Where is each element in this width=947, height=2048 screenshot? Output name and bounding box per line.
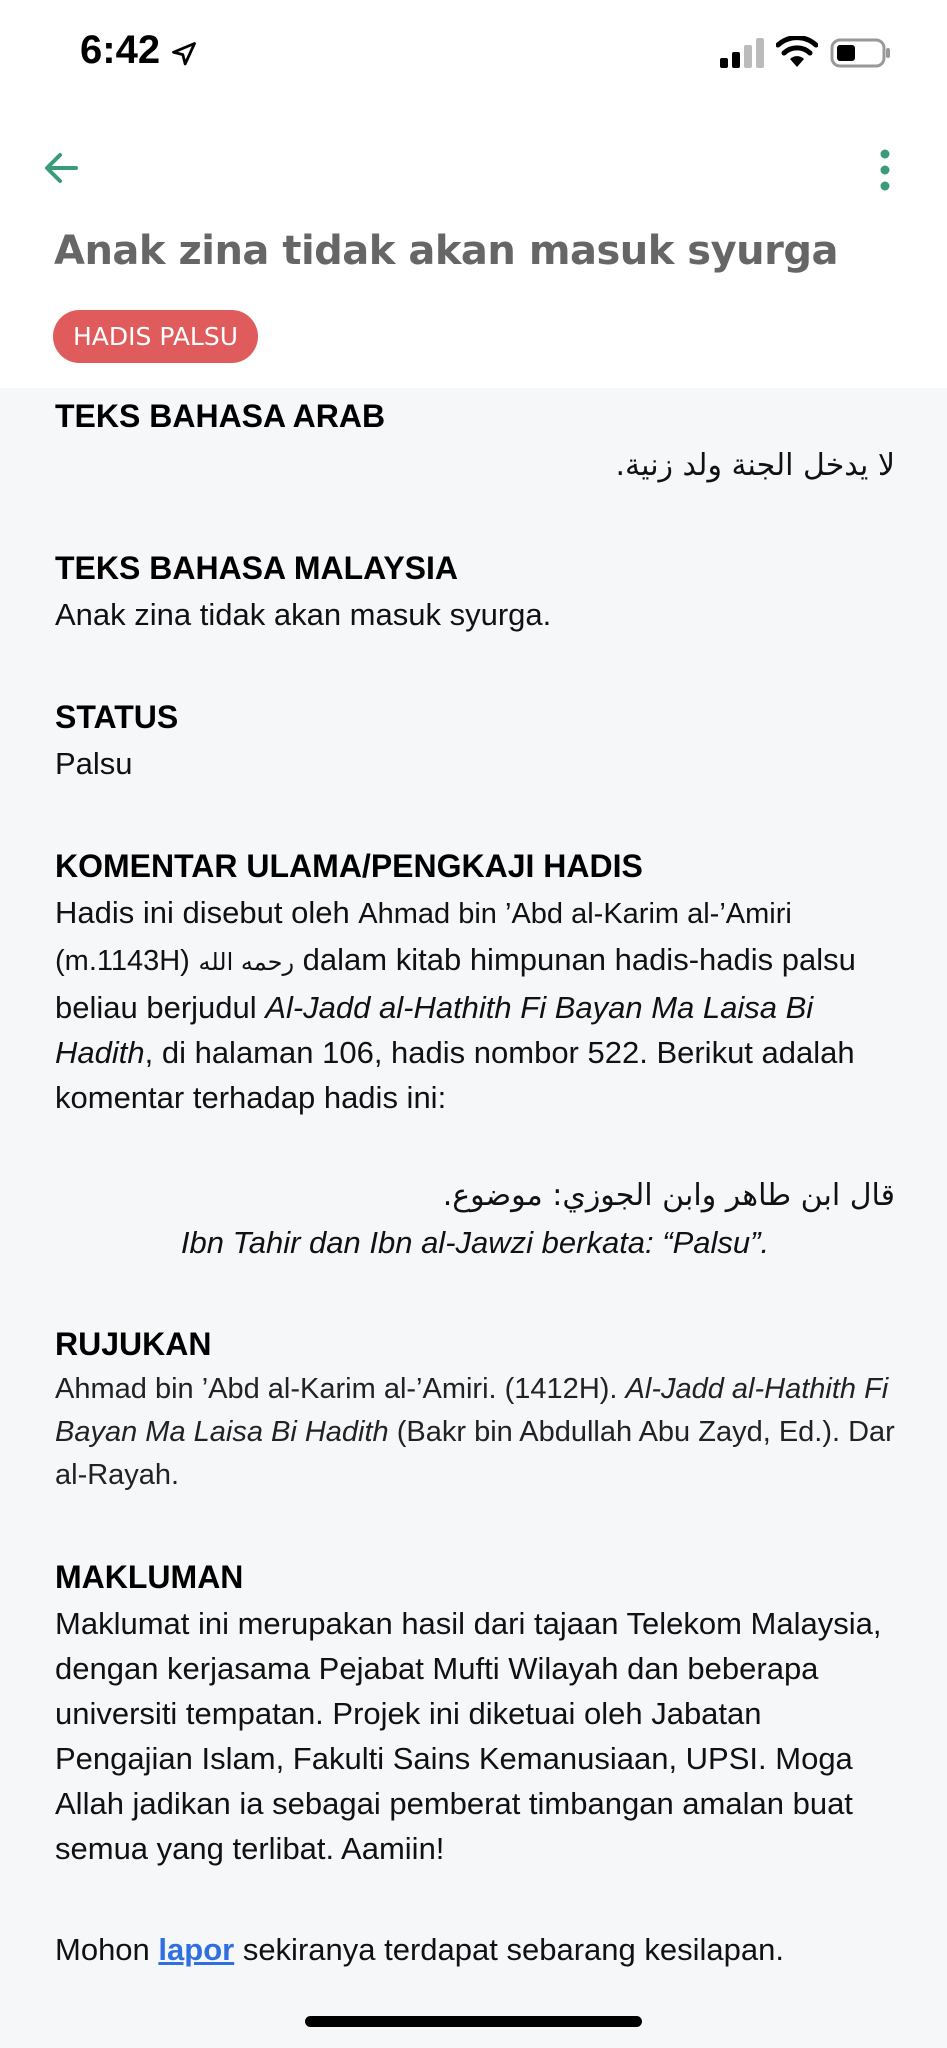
location-arrow-icon xyxy=(170,40,198,68)
signal-icon xyxy=(718,38,766,68)
reference-text xyxy=(55,1368,895,1497)
status-badge: HADIS PALSU xyxy=(53,310,258,363)
battery-icon xyxy=(830,38,892,68)
clock-time: 6:42 xyxy=(80,28,161,72)
section-heading: RUJUKAN xyxy=(55,1326,212,1362)
section-komentar xyxy=(55,842,895,1266)
report-line xyxy=(55,1927,895,1972)
section-status xyxy=(55,693,895,786)
quote-translation: Ibn Tahir dan Ibn al-Jawzi berkata: “Palsu”. xyxy=(180,1225,770,1260)
section-rujukan xyxy=(55,1320,895,1497)
report-text: Mohon xyxy=(55,1932,159,1967)
page-title: Anak zina tidak akan masuk syurga xyxy=(54,228,839,274)
report-text: sekiranya terdapat sebarang kesilapan. xyxy=(234,1932,784,1967)
reference-author: Ahmad bin ’Abd al-Karim al-’Amiri. (1412H). xyxy=(55,1373,626,1405)
report-link[interactable]: lapor xyxy=(158,1932,235,1967)
section-heading: TEKS BAHASA MALAYSIA xyxy=(55,550,458,586)
back-arrow-icon[interactable] xyxy=(38,144,86,192)
more-vertical-icon[interactable] xyxy=(870,146,900,194)
page-header xyxy=(0,110,947,388)
section-heading: TEKS BAHASA ARAB xyxy=(55,398,386,434)
status-text: Palsu xyxy=(55,746,133,781)
hadith-content xyxy=(55,392,895,1972)
section-heading: MAKLUMAN xyxy=(55,1559,244,1595)
makluman-text: Maklumat ini merupakan hasil dari tajaan Telekom Malaysia, dengan kerjasama Pejabat Mufti Wilayah dan beberapa universiti tempatan. Projek ini diketuai oleh Jabatan Pengajian Islam, Fakulti Sains Kemanusiaan, UPSI. Moga Allah jadikan ia sebagai pemberat timbangan amalan buat semua yang terlibat. Aamiin! xyxy=(55,1606,882,1866)
reference-book: Al-Jadd al-Hathith Fi Bayan Ma Laisa Bi Hadith xyxy=(55,1373,889,1448)
section-heading: STATUS xyxy=(55,699,179,735)
quote-arabic: قال ابن طاهر وابن الجوزي: موضوع. xyxy=(442,1178,895,1213)
komentar-text: Hadis ini disebut oleh xyxy=(55,895,359,930)
section-heading: KOMENTAR ULAMA/PENGKAJI HADIS xyxy=(55,848,643,884)
section-malay xyxy=(55,544,895,637)
book-title: Al-Jadd al-Hathith Fi Bayan Ma Laisa Bi Hadith xyxy=(55,990,814,1070)
status-bar xyxy=(0,0,947,110)
section-makluman xyxy=(55,1553,895,1871)
reference-publisher: (Bakr bin Abdullah Abu Zayd, Ed.). Dar al-Rayah. xyxy=(55,1416,895,1491)
komentar-text: , di halaman 106, hadis nombor 522. Berikut adalah komentar terhadap hadis ini: xyxy=(55,1035,855,1115)
arabic-text: لا يدخل الجنة ولد زنية. xyxy=(615,448,895,483)
komentar-paragraph xyxy=(55,890,895,1120)
komentar-text: dalam kitab himpunan hadis-hadis palsu beliau berjudul xyxy=(55,942,856,1025)
malay-text: Anak zina tidak akan masuk syurga. xyxy=(55,597,552,632)
honorific-arabic: رحمه الله xyxy=(198,948,295,976)
home-indicator[interactable] xyxy=(305,2016,642,2027)
wifi-icon xyxy=(776,36,818,68)
section-arab xyxy=(55,392,895,490)
scholar-name: Ahmad bin ’Abd al-Karim al-’Amiri (m.1143H) xyxy=(55,898,792,977)
